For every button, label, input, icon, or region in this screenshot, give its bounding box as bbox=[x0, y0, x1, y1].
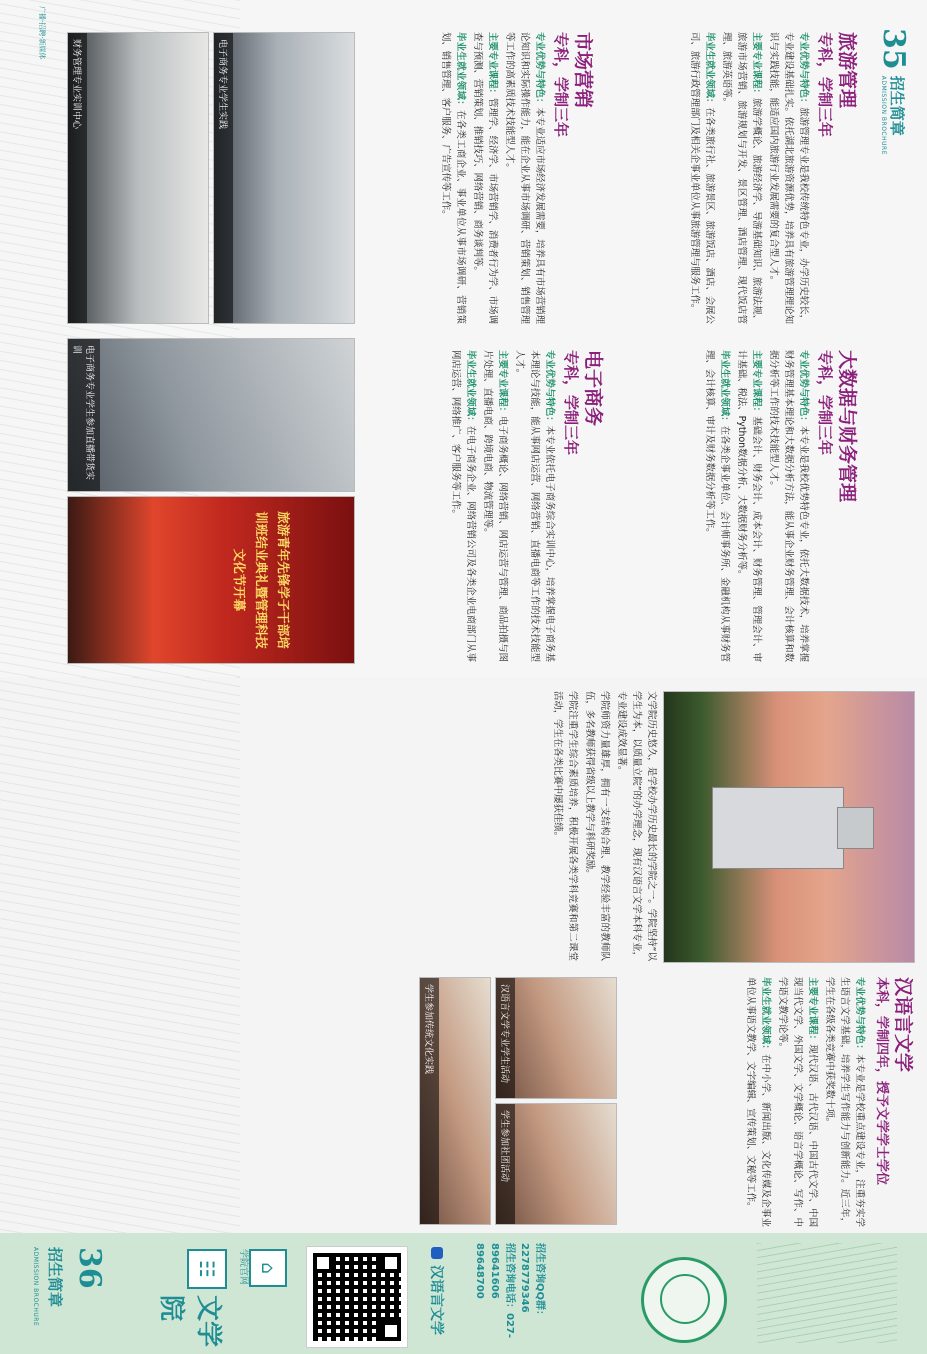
major-chinese-language bbox=[741, 977, 915, 1227]
building-tower bbox=[837, 807, 874, 849]
major-paragraph: 主要专业课程：电子商务概论、网络营销、网店运营与管理、商品拍摄与图片处理、直播电商、跨境电商、物流管理等。 bbox=[482, 350, 508, 662]
major-paragraph: 专业优势与特色：本专业依托电子商务综合实训中心，培养掌握电子商务基本理论与技能，能从事网店运营、网络营销、直播电商等工作的技术技能型人才。 bbox=[514, 350, 555, 662]
phone-numbers: 招生咨询电话：027-89641606 89648700 bbox=[474, 1243, 515, 1339]
photo-caption: 学生参加社团活动 bbox=[496, 1104, 515, 1224]
intro-paragraph: 学院注重学生综合素质培养，积极开展各类学科竞赛和第二课堂活动，学生在各类比赛中屡获佳绩。 bbox=[552, 691, 578, 961]
photo-caption: 学生参加传统文化实践 bbox=[420, 978, 439, 1224]
brand-subtitle: ADMISSION BROCHURE bbox=[880, 75, 887, 155]
left-margin bbox=[0, 0, 927, 20]
brand-title: 招生简章 bbox=[888, 75, 906, 136]
running-header bbox=[867, 28, 921, 155]
major-paragraph: 专业优势与特色：本专业是我校优势特色专业，依托大数据技术，培养掌握财务管理基本理论和大数据分析方法，能从事企业财务管理、会计核算和数据分析等工作的技术技能型人才。 bbox=[768, 350, 809, 662]
major-paragraph: 毕业生就业领域：在电子商务企业、网络营销公司及各类企业电商部门从事网店运营、网络推广、客户服务等工作。 bbox=[450, 350, 476, 662]
qr-corner bbox=[313, 1253, 333, 1273]
major-paragraph: 专业优势与特色：旅游管理专业是我校传统特色专业，办学历史较长，专业建设基础扎实。依托湖北旅游资源优势，培养具有旅游管理理论知识与实践技能，能适应国内旅游行业发展需要的复合型人才。 bbox=[768, 32, 809, 324]
major-subtitle: 专科，学制三年 bbox=[816, 32, 834, 138]
intro-paragraph: 文学院历史悠久，是学校办学历史最长的学院之一。学院坚持“以学生为本，以质量立院”的办学理念，现有汉语言文学本科专业，专业建设成效显著。 bbox=[616, 691, 657, 961]
photo-caption: 电子商务专业学生参加直播带货实训 bbox=[68, 339, 100, 491]
major-paragraph: 毕业生就业领域：在中小学、新闻出版、文化传媒及企事业单位从事语文教学、文字编辑、宣传策划、文秘等工作。 bbox=[745, 977, 771, 1227]
section-head: 汉语言文学 bbox=[427, 1247, 447, 1335]
major-title: 大数据与财务管理 bbox=[836, 350, 858, 503]
bullet-icon bbox=[431, 1247, 443, 1259]
major-subtitle: 专科，学制三年 bbox=[816, 350, 834, 456]
qr-corner bbox=[381, 1253, 401, 1273]
major-paragraph: 主要专业课程：旅游学概论、旅游经济学、导游基础知识、旅游法规、旅游市场营销、旅游规划与开发、景区管理、酒店管理、现代饭店管理、旅游英语等。 bbox=[721, 32, 762, 324]
major-title: 电子商务 bbox=[582, 350, 604, 427]
running-header bbox=[32, 1247, 107, 1326]
major-paragraph: 主要专业课程：基础会计、财务会计、成本会计、财务管理、管理会计、审计基础、税法、Python数据分析、大数据财务分析等。 bbox=[736, 350, 762, 662]
major-paragraph: 主要专业课程：管理学、经济学、市场营销学、消费者行为学、市场调查与预测、营销策划、推销技巧、网络营销、商务谈判等。 bbox=[472, 32, 498, 324]
website-icon[interactable]: ⌂ bbox=[249, 1249, 287, 1287]
qr-corner bbox=[381, 1321, 401, 1341]
photo-college-building bbox=[663, 691, 915, 963]
qq-group: 招生咨询QQ群：2278779346 bbox=[519, 1243, 545, 1321]
major-tourism bbox=[685, 32, 859, 324]
major-paragraph: 毕业生就业领域：在各类旅行社、旅游景区、旅游饭店、酒店、会展公司、旅游行政管理部门及相关企事业单位从事旅游管理与服务工作。 bbox=[689, 32, 715, 324]
brand-subtitle: ADMISSION BROCHURE bbox=[32, 1247, 39, 1327]
photo-caption: 汉语言文学专业学生活动 bbox=[496, 978, 515, 1098]
building-shape bbox=[712, 787, 844, 869]
contact-info bbox=[472, 1243, 547, 1349]
university-seal-icon bbox=[641, 1257, 727, 1343]
photo-caption: 电子商务专业学生实践 bbox=[214, 33, 233, 323]
major-subtitle: 本科，学制四年，授予文学学士学位 bbox=[874, 977, 889, 1186]
photo-ecommerce-lab bbox=[213, 32, 355, 324]
college-intro bbox=[548, 691, 659, 961]
page-36 bbox=[0, 677, 927, 1354]
major-paragraph: 专业优势与特色：本专业适应市场经济发展需要，培养具有市场营销理论知识和实际操作能力，能在企业从事市场调研、营销策划、销售管理等工作的高素质技术技能型人才。 bbox=[504, 32, 545, 324]
major-marketing bbox=[436, 32, 595, 324]
ceremony-banner: 旅游青年先锋学子干部培训班结业典礼暨管理科技文化节开幕 bbox=[232, 511, 291, 649]
photo-culture-practice bbox=[419, 977, 491, 1225]
photo-student-activity bbox=[495, 977, 617, 1099]
photo-club-activity bbox=[495, 1103, 617, 1225]
major-bigdata-finance bbox=[700, 350, 859, 662]
seal-inner-ring bbox=[660, 1274, 710, 1324]
page-number: 36 bbox=[72, 1247, 107, 1289]
brand-title: 招生简章 bbox=[46, 1247, 64, 1308]
photo-caption: 财务管理专业实训中心 bbox=[68, 33, 87, 323]
page-number: 35 bbox=[876, 28, 912, 70]
major-subtitle: 专科，学制三年 bbox=[552, 32, 570, 138]
photo-ecommerce-live bbox=[67, 338, 355, 492]
major-title: 市场营销 bbox=[572, 32, 594, 109]
photo-finance-lab bbox=[67, 32, 209, 324]
website-label: 学院官网 bbox=[238, 1249, 248, 1286]
major-paragraph: 毕业生就业领域：在各类企事业单位、会计师事务所、金融机构从事财务管理、会计核算、审计及财务数据分析等工作。 bbox=[704, 350, 730, 662]
major-paragraph: 专业优势与特色：本专业是学校重点建设专业，注重夯实学生语言文学基础，培养学生写作能力与创新能力。近三年，学生在各级各类竞赛中获奖数十项。 bbox=[824, 977, 865, 1227]
college-name: 文学院 bbox=[156, 1295, 223, 1348]
major-title: 旅游管理 bbox=[836, 32, 858, 109]
major-ecommerce bbox=[446, 350, 605, 662]
major-paragraph: 毕业生就业领域：在各类工商企业、事业单位从事市场调研、营销策划、销售管理、客户服务、广告宣传等工作。 bbox=[440, 32, 466, 324]
qr-code[interactable] bbox=[307, 1247, 407, 1347]
college-logo-icon: ☷ bbox=[187, 1249, 227, 1289]
photo-ceremony bbox=[67, 496, 355, 664]
major-title: 汉语言文学 bbox=[892, 977, 914, 1073]
major-subtitle: 专科，学制三年 bbox=[562, 350, 580, 456]
intro-paragraph: 学院师资力量雄厚，拥有一支结构合理、教学经验丰富的教师队伍，多名教师获得省级以上教学与科研奖励。 bbox=[584, 691, 610, 961]
footer-label: 广播·招聘·新媒体 bbox=[38, 6, 46, 60]
campus-sketch-art bbox=[757, 1243, 897, 1343]
major-paragraph: 主要专业课程：现代汉语、古代汉语、中国古代文学、中国现当代文学、外国文学、文学概论、语言学概论、写作、中学语文教学论等。 bbox=[777, 977, 818, 1227]
